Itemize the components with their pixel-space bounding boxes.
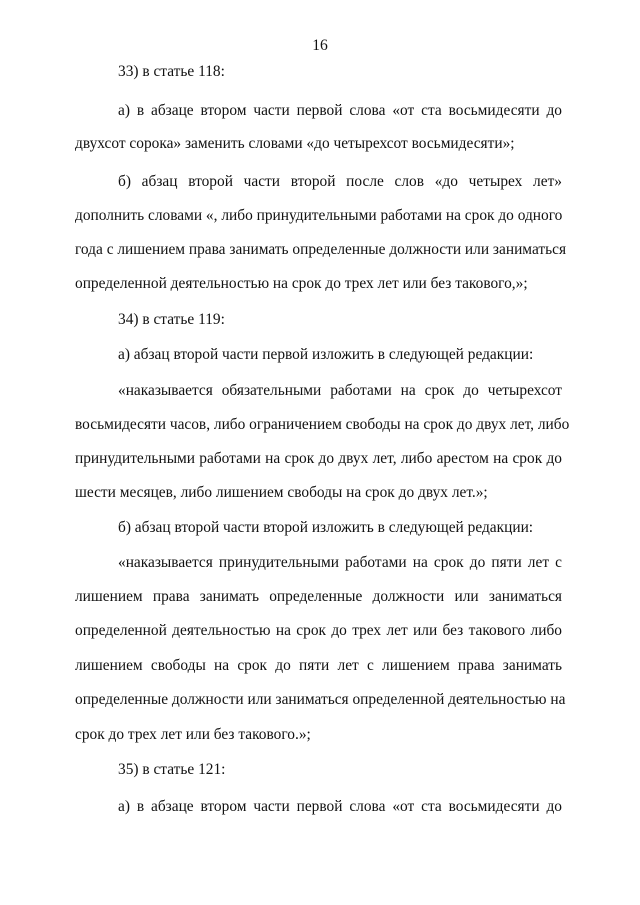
item-33-heading: 33) в статье 118: [118,63,225,80]
paragraph-line: б) абзац второй части второй изложить в следующей редакции: [118,519,534,536]
paragraph-line: а) абзац второй части первой изложить в следующей редакции: [118,346,534,363]
paragraph-line: двухсот сорока» заменить словами «до четырехсот восьмидесяти»; [75,135,515,152]
paragraph-line: а) в абзаце втором части первой слова «от ста восьмидесяти до [118,798,562,815]
item-34-heading: 34) в статье 119: [118,311,225,328]
quote-line: восьмидесяти часов, либо ограничением свободы на срок до двух лет, либо [75,416,570,433]
quote-line: определенные должности или заниматься определенной деятельностью на [75,691,566,708]
paragraph-line: определенной деятельностью на срок до трех лет или без такового,»; [75,275,528,292]
paragraph-line: дополнить словами «, либо принудительными работами на срок до одного [75,207,563,224]
page-number: 16 [312,37,328,54]
quote-line: определенной деятельностью на срок до трех лет или без такового либо [75,622,562,639]
paragraph-line: года с лишением права занимать определенные должности или заниматься [75,241,567,258]
quote-line: «наказывается принудительными работами на срок до пяти лет с [118,554,562,571]
item-35-heading: 35) в статье 121: [118,761,226,778]
quote-line: лишением свободы на срок до пяти лет с лишением права занимать [75,657,562,674]
quote-line: принудительными работами на срок до двух лет, либо арестом на срок до [75,450,562,467]
quote-line: шести месяцев, либо лишением свободы на срок до двух лет.»; [75,484,488,501]
quote-line: лишением права занимать определенные должности или заниматься [75,588,562,605]
paragraph-line: а) в абзаце втором части первой слова «от ста восьмидесяти до [118,102,562,119]
quote-line: срок до трех лет или без такового.»; [75,726,311,743]
quote-line: «наказывается обязательными работами на срок до четырехсот [118,382,562,399]
paragraph-line: б) абзац второй части второй после слов «до четырех лет» [118,173,562,190]
